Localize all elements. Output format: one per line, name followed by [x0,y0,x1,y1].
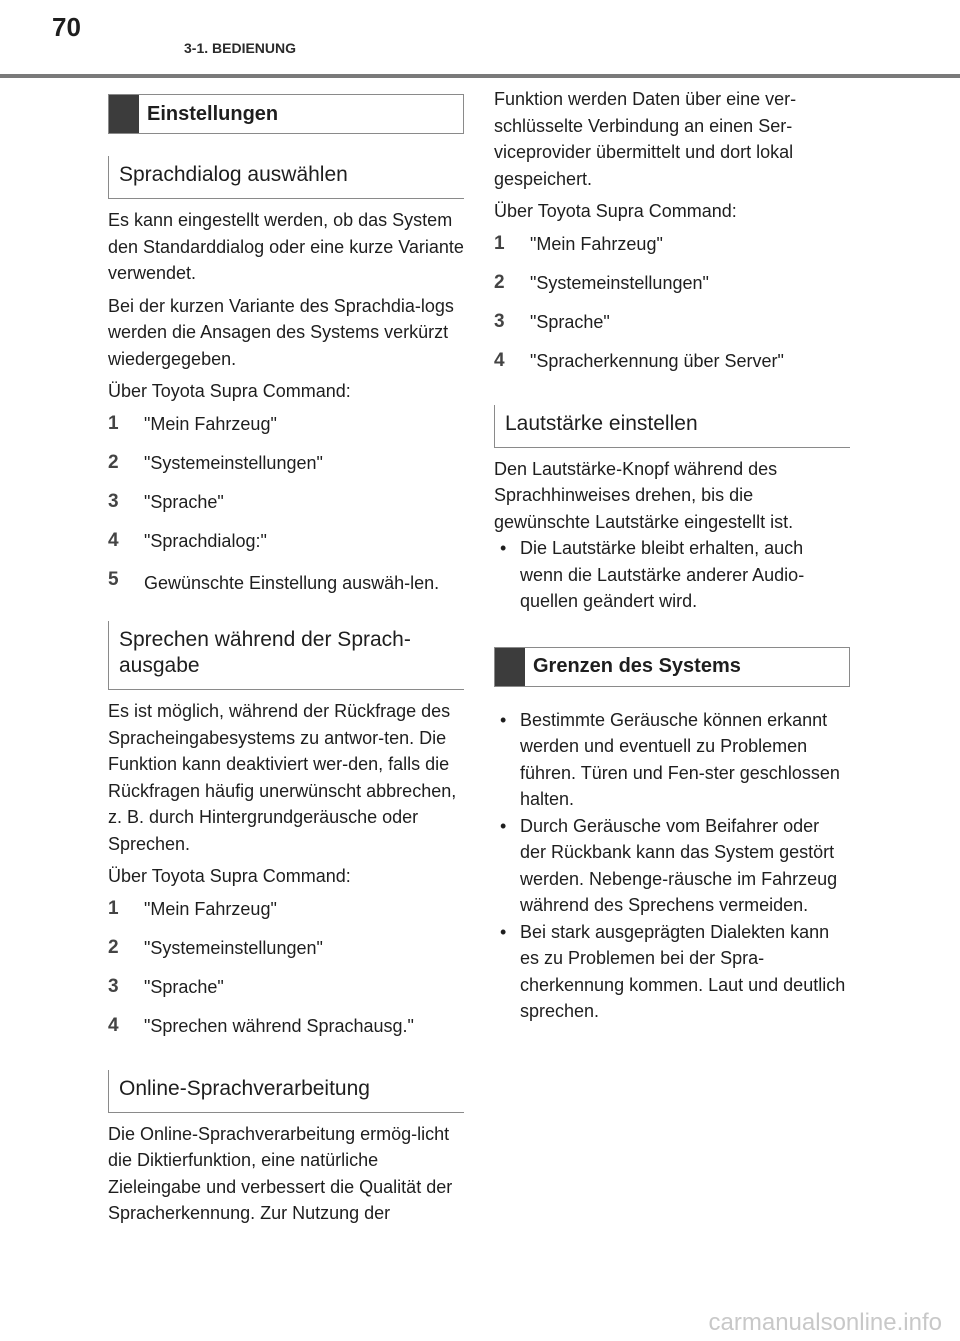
step-number: 2 [494,271,505,293]
grenzen-box-heading [494,647,850,687]
bullet-mark: • [500,538,507,558]
step-item [108,528,464,555]
subheading-sprachdialog: Sprachdialog auswählen [108,156,464,199]
page-number: 70 [52,12,81,42]
step-number: 4 [108,529,119,551]
step-number: 1 [108,897,119,919]
step-text: "Sprechen während Sprachausg." [144,1015,414,1036]
box-heading-text: Einstellungen [147,102,279,125]
right-column [494,86,850,1025]
step-text: "Sprache" [530,311,610,332]
paragraph: Funktion werden Daten über eine ver-schlüsselte Verbindung an einen Ser-viceprovider übermittelt und dort lokal gespeichert. [494,89,797,189]
step-item [494,231,850,258]
bullet-item [494,919,850,1025]
step-item [108,450,464,477]
bullet-mark: • [500,815,507,836]
step-number: 3 [108,490,119,512]
step-item [108,411,464,438]
step-text: "Mein Fahrzeug" [144,413,277,434]
step-number: 2 [108,451,119,473]
box-heading-text: Grenzen des Systems [533,655,741,677]
subheading-lautstaerke: Lautstärke einstellen [494,405,850,448]
bullet-text: Die Lautstärke bleibt erhalten, auch wenn die Lautstärke anderer Audio-quellen geändert wird. [520,538,805,611]
bullet-text: Bei stark ausgeprägten Dialekten kann es zu Problemen bei der Spra-cherkennung kommen. Laut und deutlich sprechen. [520,921,846,1021]
paragraph: Über Toyota Supra Command: [494,201,737,221]
paragraph: Die Online-Sprachverarbeitung ermög-licht die Diktierfunktion, eine natürliche Zieleingabe und verbessert die Qualität der Spracherkennung. Zur Nutzung der [108,1123,453,1223]
step-text: "Mein Fahrzeug" [530,233,663,254]
step-item [494,348,850,375]
watermark-link[interactable]: carmanualsonline.info [708,1309,942,1336]
step-number: 1 [108,412,119,434]
paragraph: Über Toyota Supra Command: [108,866,351,886]
left-column [108,94,464,1227]
step-text: "Sprachdialog:" [144,530,267,551]
step-item [108,1013,464,1040]
bullet-text: Bestimmte Geräusche können erkannt werden und eventuell zu Problemen führen. Türen und Fen-ster geschlossen halten. [520,709,840,809]
bullet-item [494,813,850,919]
einstellungen-box-heading [108,94,464,134]
paragraph: Bei der kurzen Variante des Sprachdia-logs werden die Ansagen des Systems verkürzt wiedergegeben. [108,295,454,369]
section-label: 3-1. BEDIENUNG [184,40,297,56]
bullet-text: Durch Geräusche vom Beifahrer oder der Rückbank kann das System gestört werden. Nebenge-räusche im Fahrzeug während des Sprechens vermeiden. [520,815,838,915]
step-item [108,974,464,1001]
step-list [108,411,464,599]
subheading-sprechen: Sprechen während der Sprach-ausgabe [108,621,464,690]
header-rule [0,74,960,78]
page-header [0,0,960,80]
step-text: "Sprache" [144,976,224,997]
step-text: "Spracherkennung über Server" [530,350,784,371]
bullet-item [494,707,850,813]
bullet-item [494,535,850,615]
step-item [494,309,850,336]
paragraph: Es kann eingestellt werden, ob das System den Standarddialog oder eine kurze Variante verwendet. [108,210,464,283]
bullet-mark: • [500,709,507,730]
step-text: "Systemeinstellungen" [144,937,323,958]
step-list [108,896,464,1040]
step-number: 5 [108,568,119,590]
paragraph: Den Lautstärke-Knopf während des Sprachhinweises drehen, bis die gewünschte Lautstärke eingestellt ist. [494,458,794,532]
step-item [494,270,850,297]
subheading-online: Online-Sprachverarbeitung [108,1070,464,1113]
paragraph: Über Toyota Supra Command: [108,381,351,401]
step-number: 4 [494,349,505,371]
step-item [108,935,464,962]
step-text: Gewünschte Einstellung auswäh-len. [144,572,440,593]
bullet-mark: • [500,921,507,942]
step-item [108,489,464,516]
paragraph: Es ist möglich, während der Rückfrage des Spracheingabesystems zu antwor-ten. Die Funktion kann deaktiviert wer-den, falls die Rückfragen häufig unerwünscht abbrechen, z. B. durch Hintergrundgeräusche oder Sprechen. [108,701,457,854]
step-number: 3 [494,310,505,332]
step-number: 3 [108,975,119,997]
step-text: "Systemeinstellungen" [530,272,709,293]
step-item [108,567,464,599]
step-text: "Systemeinstellungen" [144,452,323,473]
step-list [494,231,850,375]
step-number: 1 [494,232,505,254]
heading-bar [109,95,139,133]
heading-bar [495,648,525,686]
step-number: 2 [108,936,119,958]
step-text: "Mein Fahrzeug" [144,898,277,919]
step-item [108,896,464,923]
step-number: 4 [108,1014,119,1036]
step-text: "Sprache" [144,491,224,512]
